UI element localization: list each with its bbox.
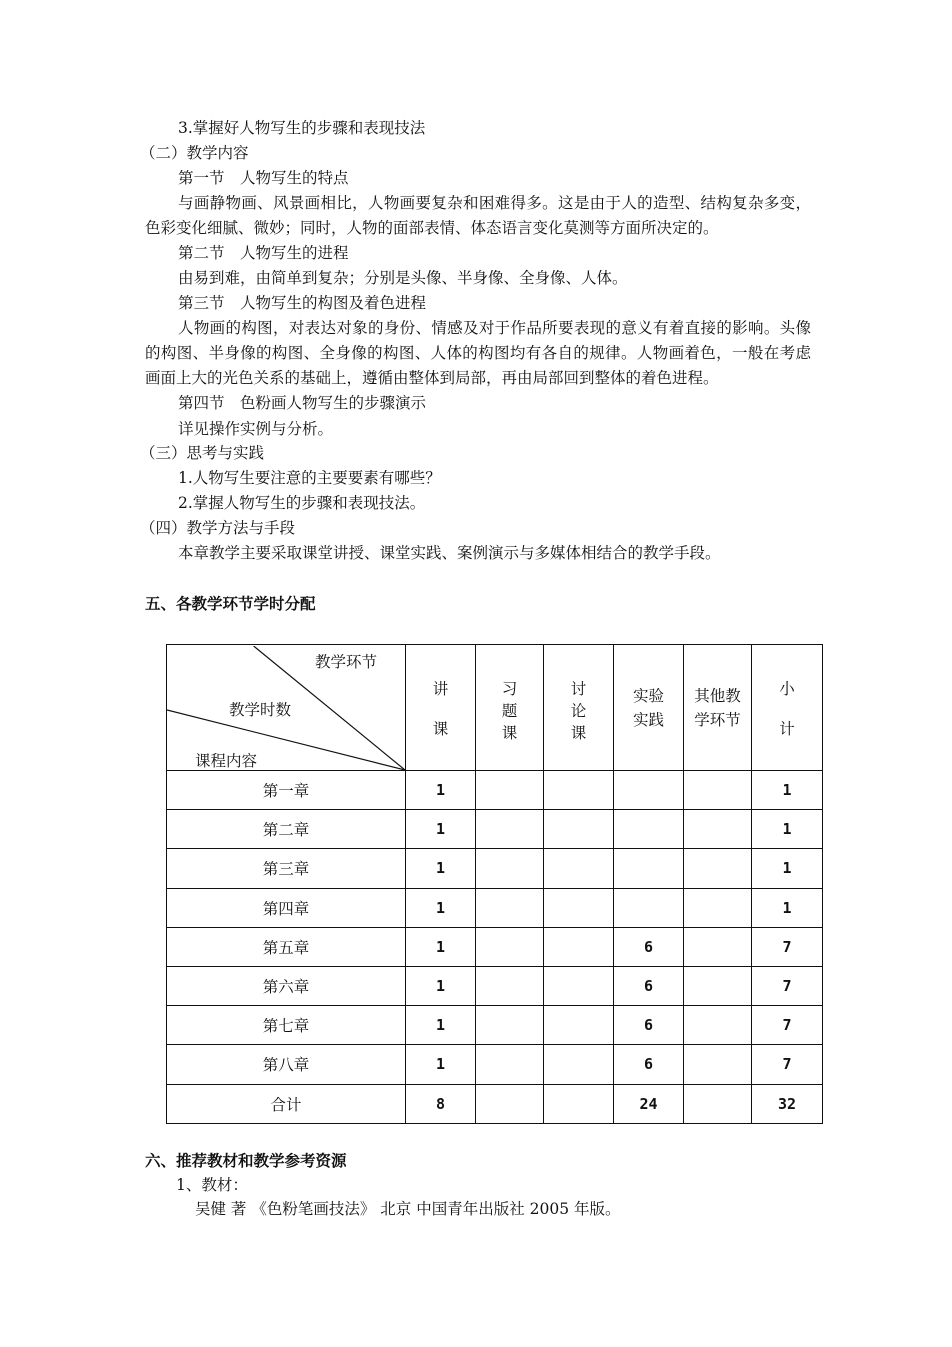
section-3-text: 人物画的构图，对表达对象的身份、情感及对于作品所要表现的意义有着直接的影响。头像的构图、半身像的构图、全身像的构图、人体的构图均有各自的规律。人物画着色，一般在考虑画面上大的光色关系的基础上，遵循由整体到局部，再由局部回到整体的着色进程。 (145, 319, 811, 387)
discussion-cell (544, 849, 614, 888)
lecture-cell: 1 (406, 1006, 476, 1045)
exercise-cell (476, 1045, 544, 1084)
exercise-cell (476, 849, 544, 888)
discussion-cell (544, 1045, 614, 1084)
table-row (167, 927, 823, 966)
header-teaching-link: 教学环节 (314, 652, 377, 671)
other-cell (684, 810, 752, 849)
table-row (167, 849, 823, 888)
objective-item-3: 3.掌握好人物写生的步骤和表现技法 (178, 119, 426, 137)
section-1-text: 与画静物画、风景画相比，人物画要复杂和困难得多。这是由于人的造型、结构复杂多变，色彩变化细腻、微妙；同时，人物的面部表情、体态语言变化莫测等方面所决定的。 (145, 194, 811, 237)
other-cell (684, 927, 752, 966)
chapter-cell: 第二章 (167, 810, 406, 849)
textbook-reference: 吴健 著 《色粉笔画技法》 北京 中国青年出版社 2005 年版。 (195, 1200, 621, 1218)
practice-cell (614, 810, 684, 849)
other-cell (684, 1045, 752, 1084)
question-1: 1.人物写生要注意的主要要素有哪些？ (178, 469, 441, 487)
lecture-cell: 1 (406, 966, 476, 1005)
header-teaching-hours: 教学时数 (229, 700, 292, 719)
table-row (167, 1006, 823, 1045)
practice-cell (614, 771, 684, 810)
subtotal-cell: 7 (752, 966, 823, 1005)
practice-cell (614, 849, 684, 888)
section-2-title: 第二节 人物写生的进程 (178, 244, 349, 262)
subsection-teaching-content: （二）教学内容 (140, 144, 249, 162)
table-row (167, 1045, 823, 1084)
practice-cell: 6 (614, 927, 684, 966)
other-cell (684, 888, 752, 927)
diagonal-header-cell (167, 645, 406, 771)
subtotal-cell: 1 (752, 888, 823, 927)
chapter-cell: 第七章 (167, 1006, 406, 1045)
header-discussion: 讨 论 课 (544, 645, 614, 771)
exercise-cell (476, 810, 544, 849)
header-subtotal: 小 计 (752, 645, 823, 771)
chapter-cell: 第八章 (167, 1045, 406, 1084)
other-cell (684, 1006, 752, 1045)
table-row (167, 810, 823, 849)
header-lecture: 讲 课 (406, 645, 476, 771)
discussion-cell (544, 888, 614, 927)
section-4-title: 第四节 色粉画人物写生的步骤演示 (178, 394, 427, 412)
exercise-cell (476, 771, 544, 810)
chapter-cell: 第六章 (167, 966, 406, 1005)
lecture-cell: 1 (406, 849, 476, 888)
other-cell (684, 849, 752, 888)
header-practice: 实验 实践 (614, 645, 684, 771)
lecture-cell: 1 (406, 927, 476, 966)
discussion-cell (544, 771, 614, 810)
subtotal-cell: 7 (752, 927, 823, 966)
discussion-cell (544, 1084, 614, 1123)
subtotal-cell: 32 (752, 1084, 823, 1123)
practice-cell (614, 888, 684, 927)
other-cell (684, 966, 752, 1005)
subsection-teaching-methods: （四）教学方法与手段 (140, 519, 296, 537)
section-2-text: 由易到难，由简单到复杂；分别是头像、半身像、全身像、人体。 (178, 269, 628, 287)
subsection-thinking-practice: （三）思考与实践 (140, 444, 265, 462)
lecture-cell: 1 (406, 1045, 476, 1084)
practice-cell: 24 (614, 1084, 684, 1123)
chapter-cell: 第三章 (167, 849, 406, 888)
exercise-cell (476, 888, 544, 927)
chapter-cell: 第一章 (167, 771, 406, 810)
header-other: 其他教 学环节 (684, 645, 752, 771)
section-3-title: 第三节 人物写生的构图及着色进程 (178, 294, 427, 312)
chapter-cell: 合计 (167, 1084, 406, 1123)
table-row (167, 771, 823, 810)
exercise-cell (476, 1006, 544, 1045)
subtotal-cell: 1 (752, 810, 823, 849)
subtotal-cell: 7 (752, 1045, 823, 1084)
table-row (167, 888, 823, 927)
discussion-cell (544, 966, 614, 1005)
practice-cell: 6 (614, 1006, 684, 1045)
section-6-heading: 六、推荐教材和教学参考资源 (145, 1152, 347, 1170)
other-cell (684, 1084, 752, 1123)
subtotal-cell: 1 (752, 771, 823, 810)
table-total-row (167, 1084, 823, 1123)
exercise-cell (476, 966, 544, 1005)
discussion-cell (544, 810, 614, 849)
subtotal-cell: 1 (752, 849, 823, 888)
section-1-title: 第一节 人物写生的特点 (178, 169, 349, 187)
other-cell (684, 771, 752, 810)
chapter-cell: 第五章 (167, 927, 406, 966)
lecture-cell: 8 (406, 1084, 476, 1123)
lecture-cell: 1 (406, 771, 476, 810)
discussion-cell (544, 927, 614, 966)
lecture-cell: 1 (406, 810, 476, 849)
textbook-label: 1、教材： (176, 1176, 248, 1194)
section-5-heading: 五、各教学环节学时分配 (145, 595, 316, 613)
subtotal-cell: 7 (752, 1006, 823, 1045)
lecture-cell: 1 (406, 888, 476, 927)
header-exercise: 习 题 课 (476, 645, 544, 771)
teaching-methods-text: 本章教学主要采取课堂讲授、课堂实践、案例演示与多媒体相结合的教学手段。 (178, 544, 721, 562)
discussion-cell (544, 1006, 614, 1045)
exercise-cell (476, 927, 544, 966)
chapter-cell: 第四章 (167, 888, 406, 927)
header-course-content: 课程内容 (195, 751, 258, 770)
practice-cell: 6 (614, 966, 684, 1005)
hours-allocation-table (166, 644, 823, 1124)
practice-cell: 6 (614, 1045, 684, 1084)
table-row (167, 966, 823, 1005)
exercise-cell (476, 1084, 544, 1123)
question-2: 2.掌握人物写生的步骤和表现技法。 (178, 494, 426, 512)
section-4-text: 详见操作实例与分析。 (178, 420, 334, 438)
